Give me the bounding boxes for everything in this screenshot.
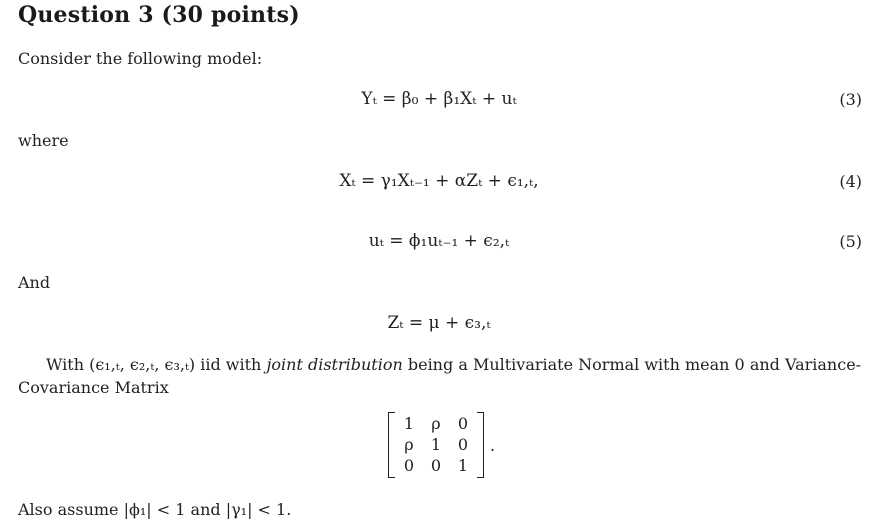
matrix-cell-3-3: 1 [457, 456, 469, 475]
matrix-cell-2-3: 0 [457, 435, 469, 454]
assumption-text: Also assume |ϕ₁| < 1 and |γ₁| < 1. [18, 500, 292, 519]
equation-3-number: (3) [839, 90, 862, 109]
matrix-cell-3-1: 0 [403, 456, 415, 475]
matrix-cell-1-1: 1 [403, 414, 415, 433]
intro-text: Consider the following model: [18, 49, 263, 68]
matrix-cell-1-3: 0 [457, 414, 469, 433]
equation-4-number: (4) [839, 172, 862, 191]
matrix-cell-3-2: 0 [430, 456, 442, 475]
matrix-cell-2-2: 1 [430, 435, 442, 454]
and-text: And [18, 273, 51, 292]
with-paragraph-start: With (ϵ₁,ₜ, ϵ₂,ₜ, ϵ₃,ₜ) iid with [46, 355, 267, 374]
equation-5 [0, 231, 878, 251]
covariance-matrix [388, 412, 484, 478]
with-paragraph-emphasis: joint distribution [266, 355, 403, 374]
equation-z-expression: Zₜ = μ + ϵ₃,ₜ [387, 313, 491, 333]
equation-5-number: (5) [839, 232, 862, 251]
matrix-trailing-period: . [490, 436, 496, 455]
matrix-cell-1-2: ρ [431, 414, 441, 433]
equation-3-expression: Yₜ = β₀ + β₁Xₜ + uₜ [361, 89, 517, 109]
matrix-cell-2-1: ρ [404, 435, 414, 454]
matrix-left-bracket [388, 412, 395, 478]
equation-3 [0, 89, 878, 109]
with-paragraph-line-1 [46, 354, 866, 376]
question-heading: Question 3 (30 points) [18, 2, 300, 28]
matrix-right-bracket [477, 412, 484, 478]
equation-4-expression: Xₜ = γ₁Xₜ₋₁ + αZₜ + ϵ₁,ₜ, [339, 171, 539, 191]
with-paragraph-line-2: Covariance Matrix [18, 378, 169, 397]
with-paragraph-end: being a Multivariate Normal with mean 0 and Variance- [402, 355, 862, 374]
equation-z [0, 313, 878, 333]
where-text: where [18, 131, 69, 150]
equation-5-expression: uₜ = ϕ₁uₜ₋₁ + ϵ₂,ₜ [368, 231, 510, 251]
equation-4 [0, 171, 878, 191]
